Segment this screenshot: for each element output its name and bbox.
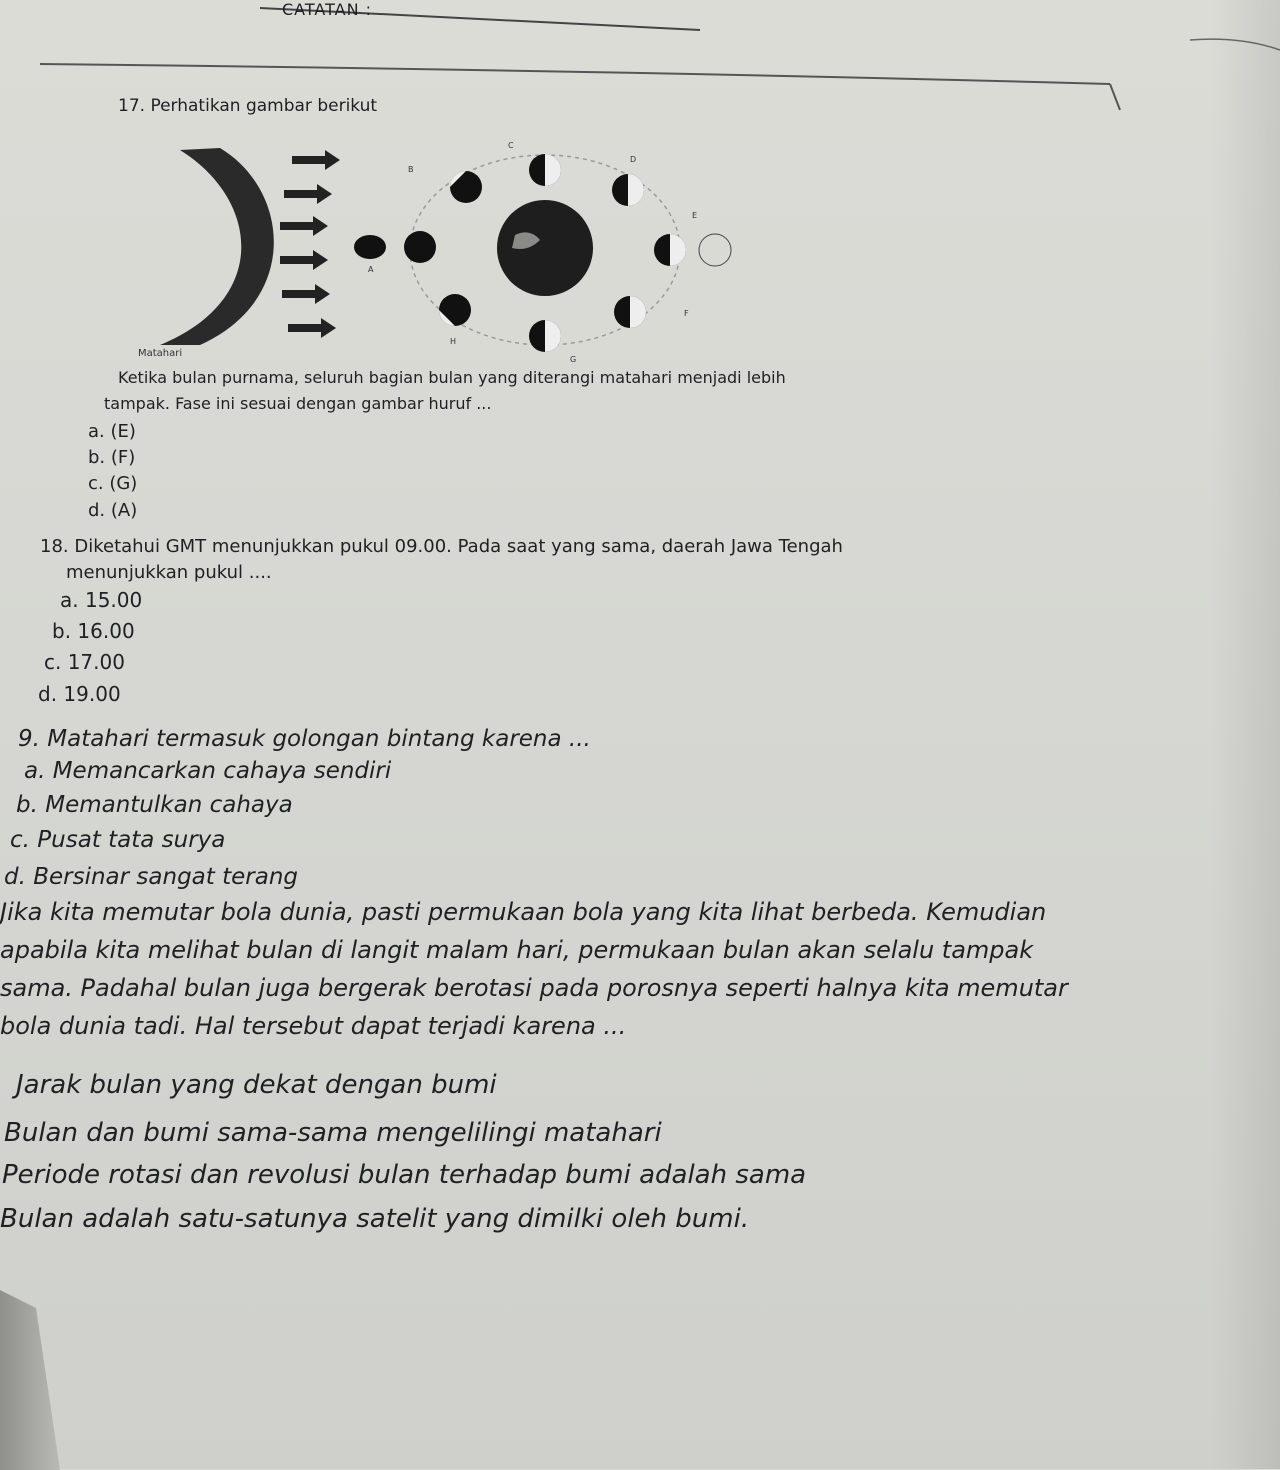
q18-option-b[interactable]: b. 16.00 <box>52 619 135 643</box>
q17-option-a[interactable]: a. (E) <box>88 421 136 442</box>
q20-line2: apabila kita melihat bulan di langit malam hari, permukaan bulan akan selalu tampak <box>0 936 1034 964</box>
svg-text:C: C <box>508 141 514 150</box>
q20-line1: Jika kita memutar bola dunia, pasti permukaan bola yang kita lihat berbeda. Kemudian <box>0 898 1047 926</box>
q17-stem: 17. Perhatikan gambar berikut <box>118 96 378 116</box>
q18-option-d[interactable]: d. 19.00 <box>38 682 121 706</box>
q17-option-d[interactable]: d. (A) <box>88 500 138 521</box>
q20-line4: bola dunia tadi. Hal tersebut dapat terjadi karena ... <box>0 1012 627 1040</box>
sun-shape <box>160 148 274 345</box>
q18-line1: 18. Diketahui GMT menunjukkan pukul 09.00. Pada saat yang sama, daerah Jawa Tengah <box>40 536 843 557</box>
q19-option-a[interactable]: a. Memancarkan cahaya sendiri <box>24 758 392 784</box>
header-note: CATATAN : <box>282 0 373 19</box>
q20-option-4[interactable]: Bulan adalah satu-satunya satelit yang dimilki oleh bumi. <box>0 1204 750 1234</box>
q18-option-a[interactable]: a. 15.00 <box>60 588 143 612</box>
q17-text-line1: Ketika bulan purnama, seluruh bagian bulan yang diterangi matahari menjadi lebih <box>118 368 786 387</box>
svg-text:A: A <box>368 265 374 274</box>
q17-option-c[interactable]: c. (G) <box>88 473 138 494</box>
q20-option-1[interactable]: Jarak bulan yang dekat dengan bumi <box>16 1070 497 1100</box>
sunlight-arrows <box>280 150 340 338</box>
q20-option-3[interactable]: Periode rotasi dan revolusi bulan terhadap bumi adalah sama <box>2 1160 807 1190</box>
q18-line2: menunjukkan pukul .... <box>66 562 272 583</box>
sun-label: Matahari <box>138 348 183 359</box>
q18-option-c[interactable]: c. 17.00 <box>44 650 125 674</box>
q17-option-b[interactable]: b. (F) <box>88 447 136 468</box>
q20-line3: sama. Padahal bulan juga bergerak berotasi pada porosnya seperti halnya kita memutar <box>0 974 1068 1002</box>
svg-text:B: B <box>408 165 414 174</box>
q19-stem: 9. Matahari termasuk golongan bintang karena ... <box>18 726 591 752</box>
q19-option-c[interactable]: c. Pusat tata surya <box>10 827 226 853</box>
svg-text:H: H <box>450 337 457 346</box>
earth-icon <box>497 200 593 296</box>
q19-option-d[interactable]: d. Bersinar sangat terang <box>4 864 298 890</box>
svg-text:D: D <box>630 155 637 164</box>
q20-option-2[interactable]: Bulan dan bumi sama-sama mengelilingi matahari <box>4 1118 662 1148</box>
q17-text-line2: tampak. Fase ini sesuai dengan gambar huruf ... <box>104 394 492 413</box>
moon-phase-diagram <box>0 0 1280 400</box>
svg-text:E: E <box>692 211 698 220</box>
svg-text:F: F <box>684 309 689 318</box>
svg-text:G: G <box>570 355 577 364</box>
q19-option-b[interactable]: b. Memantulkan cahaya <box>16 792 293 818</box>
